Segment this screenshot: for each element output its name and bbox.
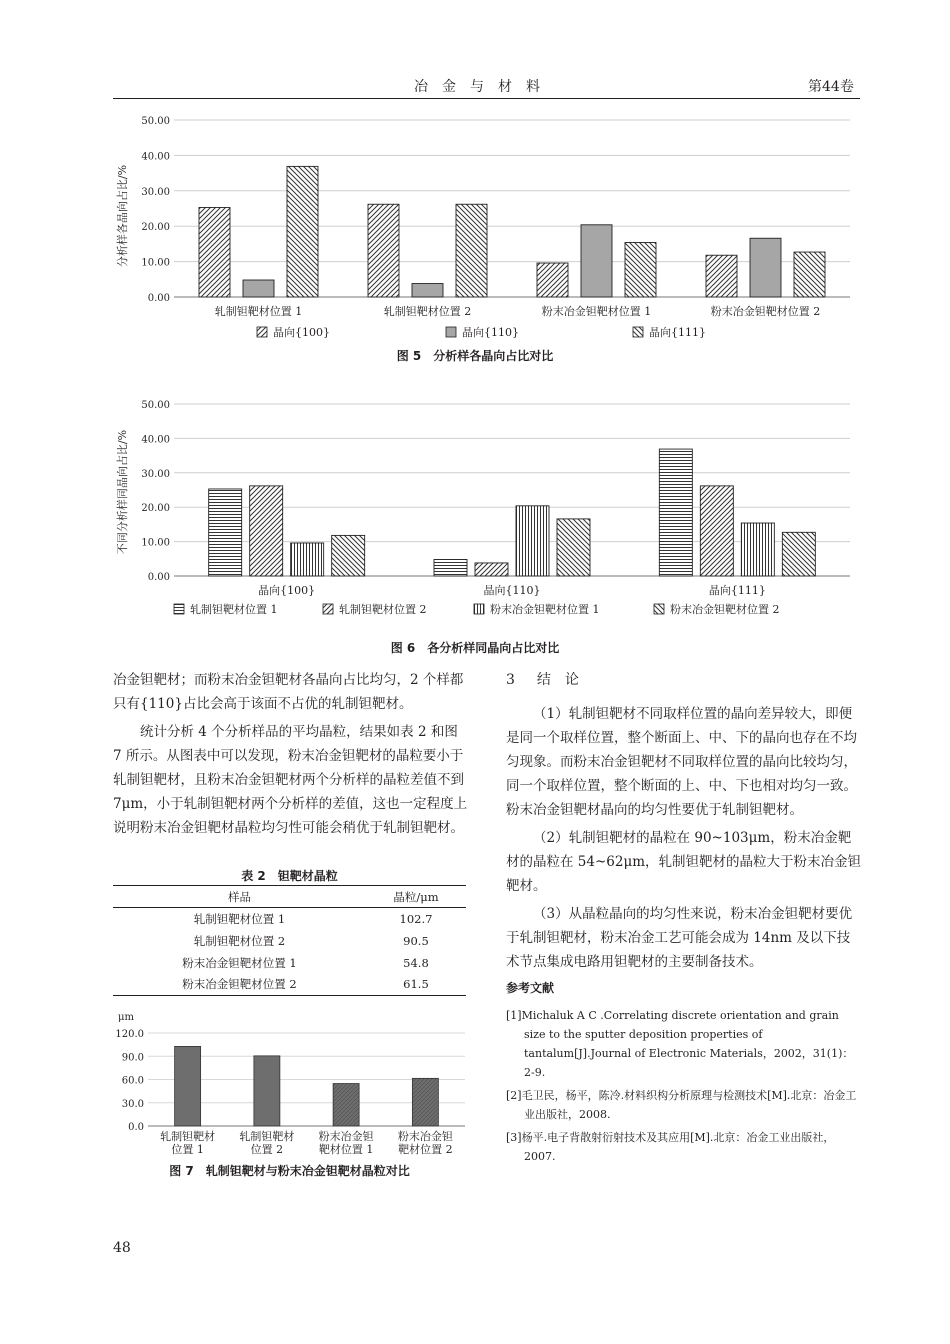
bar <box>750 238 781 297</box>
table-2-caption: 表 2 钽靶材晶粒 <box>241 869 338 883</box>
table-row <box>113 930 466 952</box>
x-category-label: 位置 1 <box>171 1143 204 1156</box>
cell: 粉末冶金钽靶材位置 2 <box>182 977 297 992</box>
y-tick-label: 20.00 <box>141 503 170 515</box>
legend-swatch <box>323 604 333 614</box>
unit-label: μm <box>118 1012 134 1023</box>
legend-label: 轧制钽靶材位置 2 <box>339 603 427 616</box>
legend-swatch <box>654 604 664 614</box>
legend-swatch <box>446 327 456 337</box>
paragraph: 冶金钽靶材；而粉末冶金钽靶材各晶向占比均匀，2 个样都只有{110}占比会高于该面不占优的轧制钽靶材。 <box>113 672 464 712</box>
y-tick-label: 40.00 <box>141 434 170 446</box>
figure-7-chart <box>113 1010 468 1160</box>
bar <box>287 166 318 297</box>
y-tick-label: 50.00 <box>141 116 170 127</box>
legend-label: 晶向{100} <box>273 326 330 339</box>
bar <box>706 255 737 297</box>
legend-label: 轧制钽靶材位置 1 <box>190 603 278 616</box>
left-column <box>113 668 469 840</box>
y-tick-label: 0.00 <box>147 293 170 304</box>
bar <box>625 242 656 297</box>
cell: 轧制钽靶材位置 1 <box>193 911 286 926</box>
y-tick-label: 30.0 <box>121 1098 144 1110</box>
figure-6-caption: 图 6 各分析样同晶向占比对比 <box>390 641 560 655</box>
y-tick-label: 120.0 <box>115 1029 144 1040</box>
bar <box>659 449 692 576</box>
column-header: 晶粒/μm <box>393 889 439 904</box>
bar <box>516 506 549 576</box>
cell: 90.5 <box>403 933 429 948</box>
y-tick-label: 0.0 <box>128 1122 144 1133</box>
y-tick-label: 20.00 <box>141 222 170 234</box>
bar <box>243 280 274 297</box>
y-tick-label: 10.00 <box>141 257 170 269</box>
cell: 54.8 <box>403 955 429 970</box>
bar <box>175 1046 201 1126</box>
bar <box>782 532 815 576</box>
y-tick-label: 30.00 <box>141 186 170 198</box>
bar <box>412 1078 438 1126</box>
x-category-label: 粉末冶金钽 <box>397 1130 453 1143</box>
bar <box>557 519 590 576</box>
legend-label: 粉末冶金钽靶材位置 1 <box>490 603 600 616</box>
x-category-label: 晶向{111} <box>708 584 766 597</box>
bar <box>209 489 242 576</box>
section-title: 结 论 <box>536 672 579 688</box>
bar <box>456 204 487 297</box>
paragraph: （1）轧制钽靶材不同取样位置的晶向差异较大，即便是同一个取样位置，整个断面上、中、下的晶向也存在不均匀现象。而粉末冶金钽靶材不同取样位置的晶向比较均匀，同一个取样位置，整个断面的上、中、下也相对均匀一致。粉末冶金钽靶材晶向的均匀性要优于轧制钽靶材。 <box>506 706 857 818</box>
journal-title: 冶金与材料 <box>414 79 554 95</box>
y-tick-label: 90.0 <box>121 1052 144 1064</box>
y-axis-label: 不同分析样同晶向占比/% <box>116 429 129 555</box>
cell: 轧制钽靶材位置 2 <box>193 933 286 948</box>
x-category-label: 粉末冶金钽 <box>318 1130 374 1143</box>
table-2 <box>113 885 466 996</box>
volume-label: 第44卷 <box>808 79 854 95</box>
x-category-label: 轧制钽靶材位置 2 <box>383 305 472 318</box>
paragraph: 统计分析 4 个分析样品的平均晶粒，结果如表 2 和图 7 所示。从图表中可以发现，粉末冶金钽靶材的晶粒要小于轧制钽靶材，且粉末冶金钽靶材两个分析样的晶粒差值不到 7μm，小于轧制钽靶材两个分析样的差值，这也一定程度上说明粉末冶金钽靶材晶粒均匀性可能会稍优于轧制钽靶材。 <box>113 724 468 836</box>
x-category-label: 轧制钽靶材位置 1 <box>214 305 303 318</box>
x-category-label: 晶向{100} <box>258 584 316 597</box>
header-rule <box>113 98 860 99</box>
bar <box>332 535 365 576</box>
cell: 61.5 <box>403 977 429 992</box>
bar <box>199 207 230 297</box>
legend-swatch <box>257 327 267 337</box>
legend-swatch <box>474 604 484 614</box>
bar <box>412 284 443 297</box>
table-row <box>113 974 466 996</box>
bar <box>434 559 467 576</box>
bar <box>700 486 733 576</box>
references-heading: 参考文献 <box>506 981 555 995</box>
x-category-label: 晶向{110} <box>483 584 541 597</box>
bar <box>291 543 324 576</box>
figure-6-chart <box>110 396 860 628</box>
x-category-label: 粉末冶金钽靶材位置 2 <box>710 305 821 318</box>
y-tick-label: 60.0 <box>121 1075 144 1087</box>
x-category-label: 位置 2 <box>250 1143 284 1156</box>
x-category-label: 靶材位置 2 <box>398 1143 453 1156</box>
section-heading <box>506 668 862 692</box>
legend-label: 粉末冶金钽靶材位置 2 <box>670 603 780 616</box>
reference-item: [3]杨平.电子背散射衍射技术及其应用[M].北京：冶金工业出版社，2007. <box>506 1131 835 1163</box>
legend-label: 晶向{111} <box>649 326 706 339</box>
bar <box>250 486 283 576</box>
table-row <box>113 952 466 974</box>
x-category-label: 粉末冶金钽靶材位置 1 <box>541 305 652 318</box>
column-header: 样品 <box>227 889 251 904</box>
y-tick-label: 30.00 <box>141 468 170 480</box>
y-axis-label: 分析样各晶向占比/% <box>116 164 129 268</box>
y-tick-label: 0.00 <box>147 572 170 583</box>
x-category-label: 轧制钽靶材 <box>160 1130 216 1143</box>
bar <box>333 1084 359 1126</box>
y-tick-label: 10.00 <box>141 537 170 549</box>
cell: 102.7 <box>399 911 433 926</box>
reference-item: [1]Michaluk A C .Correlating discrete orientation and grain size to the sputter deposition properties of tantalum[J].Journal of Electronic Materials，2002，31(1)：2-9. <box>506 1009 854 1079</box>
legend-swatch <box>174 604 184 614</box>
figure-5-caption: 图 5 分析样各晶向占比对比 <box>396 349 554 363</box>
legend-swatch <box>633 327 643 337</box>
x-category-label: 靶材位置 1 <box>318 1143 374 1156</box>
right-column <box>506 668 862 1170</box>
legend-label: 晶向{110} <box>462 326 519 339</box>
table-row <box>113 908 466 930</box>
bar <box>581 225 612 297</box>
bar <box>254 1056 280 1126</box>
figure-5-chart <box>110 108 860 340</box>
paragraph: （2）轧制钽靶材的晶粒在 90~103μm，粉末冶金靶材的晶粒在 54~62μm，轧制钽靶材的晶粒大于粉末冶金钽靶材。 <box>506 830 862 894</box>
x-category-label: 轧制钽靶材 <box>239 1130 295 1143</box>
bar <box>794 252 825 297</box>
y-tick-label: 40.00 <box>141 151 170 163</box>
reference-item: [2]毛卫民，杨平，陈冷.材料织构分析原理与检测技术[M].北京：冶金工业出版社，2008. <box>506 1089 857 1121</box>
bar <box>741 523 774 576</box>
section-number: 3 <box>506 672 515 688</box>
bar <box>368 204 399 297</box>
bar <box>537 263 568 297</box>
bar <box>475 563 508 576</box>
figure-7-caption: 图 7 轧制钽靶材与粉末冶金钽靶材晶粒对比 <box>169 1164 410 1178</box>
cell: 粉末冶金钽靶材位置 1 <box>182 955 297 970</box>
y-tick-label: 50.00 <box>141 400 170 411</box>
page-number: 48 <box>113 1240 131 1256</box>
paragraph: （3）从晶粒晶向的均匀性来说，粉末冶金钽靶材要优于轧制钽靶材，粉末冶金工艺可能会成为 14nm 及以下技术节点集成电路用钽靶材的主要制备技术。 <box>506 906 853 970</box>
